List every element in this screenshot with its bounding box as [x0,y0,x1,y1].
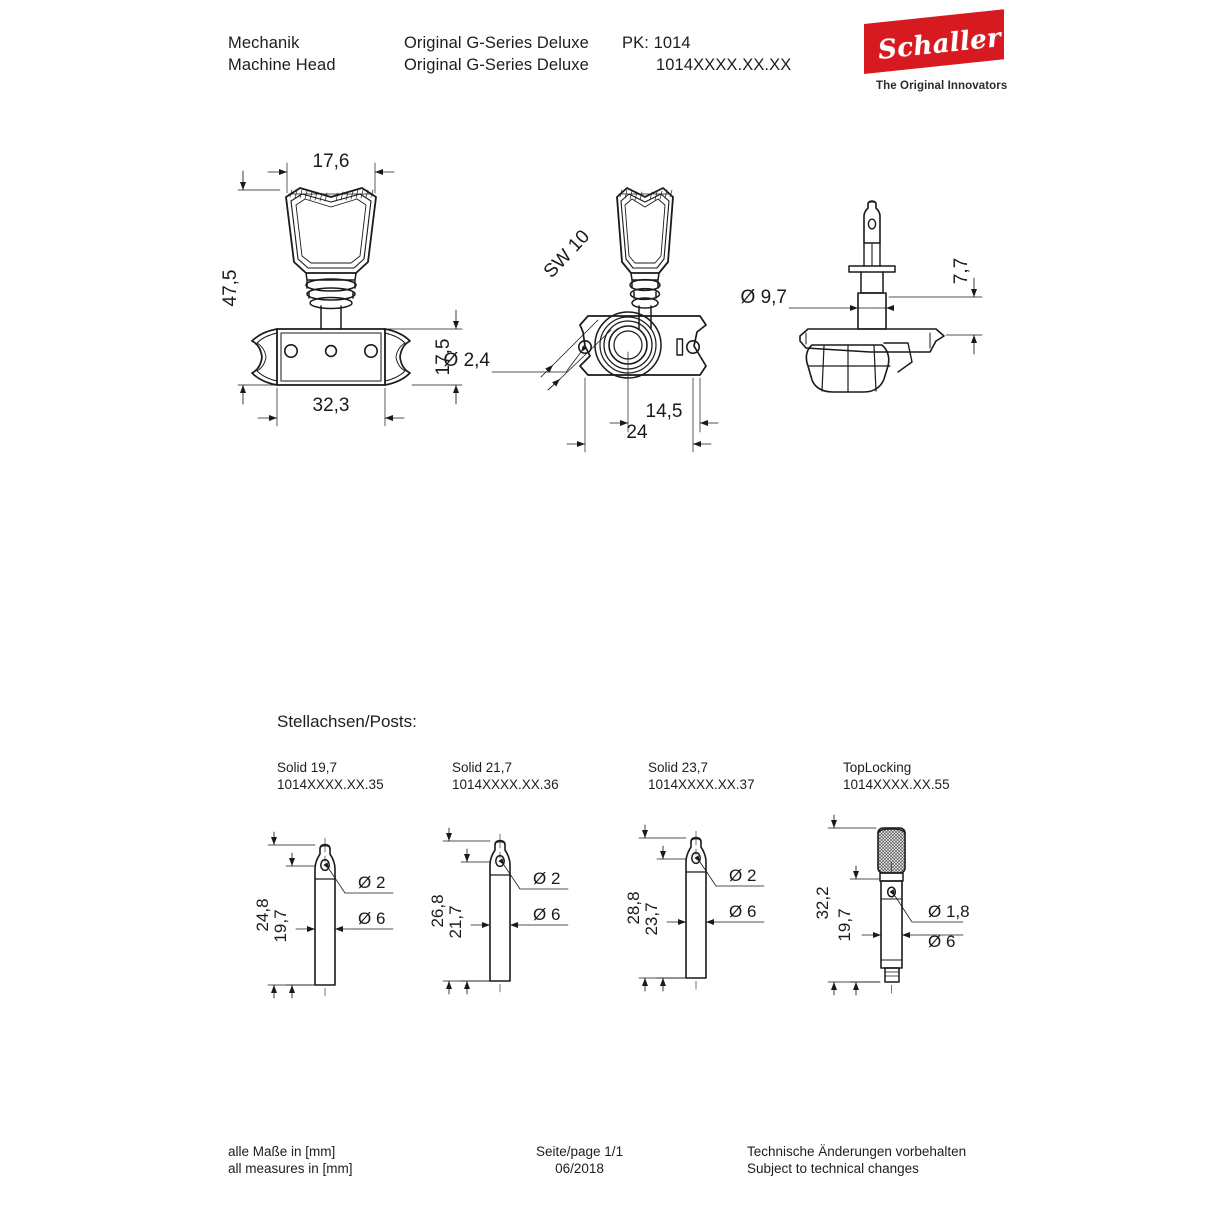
post-label-solid-21-7 [452,759,559,793]
schaller-logo [862,24,1014,106]
logo-tagline: The Original Innovators [876,80,1008,92]
post2-total-height: 28,8 [624,891,643,925]
dim-plate-width: 24 [626,422,648,443]
post-name: Solid 21,7 [452,760,513,775]
dim-bushing-height: 7,7 [951,257,972,285]
post-code: 1014XXXX.XX.37 [648,777,755,792]
post-label-solid-19-7 [277,759,384,793]
post-drawing-0 [268,832,393,998]
header-product-column [404,32,589,76]
header-article-code: 1014XXXX.XX.XX [656,56,792,74]
post2-post-height: 23,7 [642,902,661,936]
side-view-geometry [492,188,718,452]
post-code: 1014XXXX.XX.55 [843,777,950,792]
post0-total-height: 24,8 [253,898,272,932]
post0-post-height: 19,7 [271,909,290,943]
post1-total-height: 26,8 [428,894,447,928]
post3-total-height: 32,2 [813,886,832,920]
header-category-de: Mechanik [228,34,300,52]
header-category-column [228,32,336,76]
post-drawing-1 [443,828,568,994]
footer-disclaimer-en: Subject to technical changes [747,1161,919,1176]
top-view-geometry [789,201,982,392]
footer-date: 06/2018 [555,1161,604,1176]
footer-page-de: Seite/page 1/1 [536,1144,624,1159]
post1-post-height: 21,7 [446,905,465,939]
post-name: Solid 23,7 [648,760,709,775]
dim-button-width: 17,6 [312,151,350,172]
post1-hole-dia: Ø 2 [533,869,561,888]
post3-shaft-dia: Ø 6 [928,932,956,951]
dim-wrench-size: SW 10 [539,226,595,283]
logo-brand-text: Schaller [876,23,1003,66]
dim-overall-height: 47,5 [220,269,241,307]
dim-bushing-center: 14,5 [645,401,683,422]
dim-baseplate-width: 32,3 [312,395,350,416]
post-code: 1014XXXX.XX.35 [277,777,384,792]
front-view-geometry [238,163,462,426]
dim-baseplate-height: 17,5 [433,338,454,376]
posts-section-title: Stellachsen/Posts: [277,712,417,731]
dim-screw-hole-dia: Ø 2,4 [443,350,490,371]
post-label-solid-23-7 [648,759,755,793]
post-drawing-3 [828,815,963,995]
post3-hole-dia: Ø 1,8 [928,902,970,921]
post3-post-height: 19,7 [835,908,854,942]
post-name: TopLocking [843,760,912,775]
footer-units [228,1143,353,1177]
post1-shaft-dia: Ø 6 [533,905,561,924]
post0-shaft-dia: Ø 6 [358,909,386,928]
footer-disclaimer-de: Technische Änderungen vorbehalten [747,1144,967,1159]
header-product-de: Original G-Series Deluxe [404,34,589,52]
header-category-en: Machine Head [228,56,336,74]
post0-hole-dia: Ø 2 [358,873,386,892]
post-label-toplocking [843,759,950,793]
post-drawing-2 [639,825,764,991]
header-pk-code: PK: 1014 [622,34,691,52]
footer-page [536,1143,623,1177]
header [0,0,1214,120]
footer-disclaimer [747,1143,966,1177]
footer-units-en: all measures in [mm] [228,1161,353,1176]
dim-bushing-dia: Ø 9,7 [740,287,787,308]
post-name: Solid 19,7 [277,760,338,775]
post2-shaft-dia: Ø 6 [729,902,757,921]
post2-hole-dia: Ø 2 [729,866,757,885]
header-product-en: Original G-Series Deluxe [404,56,589,74]
post-code: 1014XXXX.XX.36 [452,777,559,792]
footer-units-de: alle Maße in [mm] [228,1144,336,1159]
